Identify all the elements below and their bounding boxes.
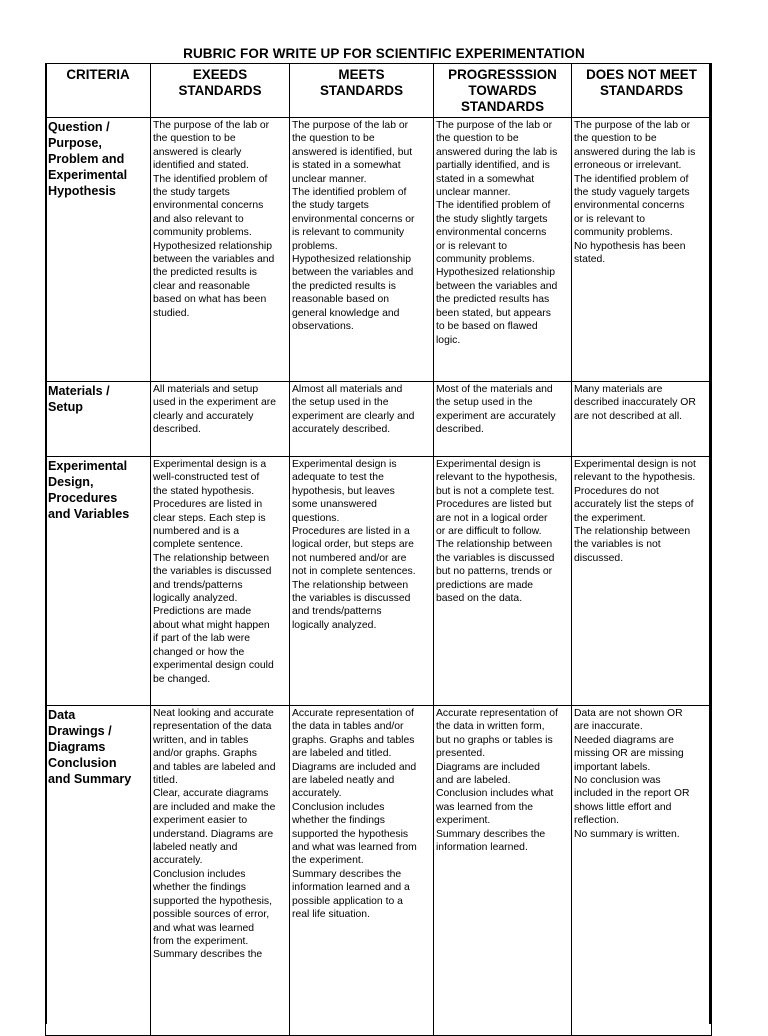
rubric-cell <box>434 118 572 382</box>
text-line: between the variables and <box>153 254 275 266</box>
header-meets-standards <box>290 64 434 118</box>
text-line: Drawings / <box>48 724 112 738</box>
text-line: No hypothesis has been <box>574 240 686 252</box>
text-line: the study targets <box>153 187 230 199</box>
text-line: The identified problem of <box>574 173 689 185</box>
text-line: STANDARDS <box>460 99 545 114</box>
text-line: Materials / <box>48 384 110 398</box>
header-exceeds-standards <box>151 64 290 118</box>
text-line: was learned from the <box>436 801 534 813</box>
text-line: included in the report OR <box>574 788 690 800</box>
text-line: The relationship between <box>574 526 691 538</box>
text-line: The identified problem of <box>292 187 407 199</box>
text-line: stated. <box>574 254 606 266</box>
table-row <box>46 706 712 1036</box>
text-line: erroneous or irrelevant. <box>574 160 682 172</box>
text-line: The relationship between <box>436 539 553 551</box>
text-line: reflection. <box>574 815 620 827</box>
text-line: the stated hypothesis. <box>153 485 255 497</box>
text-line: the study vaguely targets <box>574 187 690 199</box>
text-line: or is relevant to <box>574 213 646 225</box>
rubric-cell <box>151 382 290 457</box>
text-line: Diagrams are included <box>436 761 540 773</box>
text-line: Experimental design is not <box>574 459 696 470</box>
text-line: clear and reasonable <box>153 280 251 292</box>
text-line: the question to be <box>153 133 236 145</box>
text-line: written, and in tables <box>153 734 249 746</box>
text-line: based on what has been <box>153 294 267 306</box>
text-line: problems. <box>292 240 338 252</box>
text-line: The identified problem of <box>436 200 551 212</box>
header-row <box>46 64 712 118</box>
text-line: identified and stated. <box>153 160 249 172</box>
text-line: Needed diagrams are <box>574 734 674 746</box>
text-line: logic. <box>436 334 461 346</box>
criteria-data-conclusion <box>46 706 151 1036</box>
text-line: accurately. <box>292 788 342 800</box>
text-line: Conclusion includes <box>292 801 385 813</box>
text-line: the predicted results is <box>292 280 396 292</box>
rubric-cell <box>290 457 434 706</box>
text-line: real life situation. <box>292 909 370 921</box>
text-line: environmental concerns <box>436 227 547 239</box>
text-line: unclear manner. <box>436 187 511 199</box>
text-line: or is relevant to <box>436 240 508 252</box>
text-line: and also relevant to <box>153 213 244 225</box>
rubric-cell <box>572 706 712 1036</box>
text-line: representation of the data <box>153 721 272 733</box>
text-line: the variables is discussed <box>153 566 272 578</box>
text-line: the setup used in the <box>436 397 533 409</box>
text-line: not numbered and/or are <box>292 552 407 564</box>
text-line: Almost all materials and <box>292 384 403 395</box>
text-line: and what was learned from <box>292 842 417 854</box>
text-line: Experimental design is <box>292 459 397 470</box>
text-line: logically analyzed. <box>292 619 377 631</box>
text-line: studied. <box>153 307 190 319</box>
text-line: Question / <box>48 120 110 134</box>
text-line: stated in a somewhat <box>436 173 535 185</box>
text-line: All materials and setup <box>153 384 259 395</box>
text-line: observations. <box>292 321 354 333</box>
text-line: Purpose, <box>48 136 102 150</box>
text-line: Setup <box>48 400 83 414</box>
text-line: Clear, accurate diagrams <box>153 788 269 800</box>
text-line: hypothesis, but leaves <box>292 485 395 497</box>
text-line: Experimental <box>48 168 128 182</box>
text-line: the variables is discussed <box>436 552 555 564</box>
text-line: some unanswered <box>292 499 377 511</box>
rubric-cell <box>572 382 712 457</box>
text-line: the question to be <box>574 133 657 145</box>
text-line: the data in tables and/or <box>292 721 404 733</box>
text-line: experiment are accurately <box>436 410 556 422</box>
text-line: shows little effort and <box>574 801 672 813</box>
text-line: whether the findings <box>292 815 385 827</box>
page-title: RUBRIC FOR WRITE UP FOR SCIENTIFIC EXPERIMENTATION <box>183 46 585 61</box>
text-line: graphs. Graphs and tables <box>292 734 415 746</box>
text-line: EXEEDS <box>192 67 248 82</box>
text-line: but is not a complete test. <box>436 485 555 497</box>
text-line: DOES NOT MEET <box>586 67 697 82</box>
text-line: the variables is not <box>574 539 661 551</box>
text-line: adequate to test the <box>292 472 384 484</box>
text-line: discussed. <box>574 552 624 564</box>
text-line: questions. <box>292 512 340 524</box>
text-line: Conclusion includes what <box>436 788 554 800</box>
text-line: Diagrams are included and <box>292 761 417 773</box>
rubric-cell <box>572 118 712 382</box>
text-line: supported the hypothesis <box>292 828 409 840</box>
text-line: Conclusion <box>48 756 117 770</box>
text-line: described. <box>153 424 201 436</box>
text-line: be changed. <box>153 673 211 685</box>
text-line: CRITERIA <box>66 67 130 82</box>
rubric-cell <box>434 382 572 457</box>
rubric-cell <box>290 382 434 457</box>
text-line: is stated in a somewhat <box>292 160 401 172</box>
text-line: the predicted results is <box>153 267 257 279</box>
text-line: Diagrams <box>48 740 106 754</box>
text-line: Hypothesized relationship <box>436 267 555 279</box>
text-line: are labeled neatly and <box>292 775 395 787</box>
text-line: The relationship between <box>153 552 270 564</box>
text-line: The purpose of the lab or <box>153 120 270 131</box>
text-line: and trends/patterns <box>153 579 243 591</box>
text-line: labeled neatly and <box>153 842 238 854</box>
rubric-cell <box>572 457 712 706</box>
header-criteria <box>46 64 151 118</box>
text-line: are not described at all. <box>574 410 683 422</box>
text-line: are labeled and titled. <box>292 748 392 760</box>
text-line: environmental concerns or <box>292 213 415 225</box>
text-line: information learned and a <box>292 882 410 894</box>
text-line: well-constructed test of <box>153 472 260 484</box>
text-line: the question to be <box>436 133 519 145</box>
text-line: and trends/patterns <box>292 606 382 618</box>
text-line: if part of the lab were <box>153 633 251 645</box>
text-line: STANDARDS <box>178 83 262 98</box>
text-line: Summary describes the <box>436 828 546 840</box>
text-line: is relevant to community <box>292 227 405 239</box>
text-line: used in the experiment are <box>153 397 277 409</box>
table-row <box>46 118 712 382</box>
text-line: logically analyzed. <box>153 593 238 605</box>
text-line: based on the data. <box>436 593 523 605</box>
text-line: the variables is discussed <box>292 593 411 605</box>
text-line: answered during the lab is <box>436 146 558 158</box>
text-line: and what was learned <box>153 922 255 934</box>
text-line: the setup used in the <box>292 397 389 409</box>
text-line: and are labeled. <box>436 775 511 787</box>
text-line: numbered and is a <box>153 526 240 538</box>
text-line: but no patterns, trends or <box>436 566 553 578</box>
text-line: described. <box>436 424 484 436</box>
text-line: Hypothesized relationship <box>292 254 411 266</box>
text-line: community problems. <box>574 227 673 239</box>
text-line: Data <box>48 708 76 722</box>
text-line: complete sentence. <box>153 539 244 551</box>
criteria-experimental-design <box>46 457 151 706</box>
text-line: unclear manner. <box>292 173 367 185</box>
text-line: STANDARDS <box>599 83 684 98</box>
rubric-cell <box>434 457 572 706</box>
text-line: Procedures are listed in <box>153 499 263 511</box>
text-line: Data are not shown OR <box>574 708 683 719</box>
text-line: relevant to the hypothesis. <box>574 472 696 484</box>
text-line: and/or graphs. Graphs <box>153 748 257 760</box>
text-line: Procedures are listed but <box>436 499 552 511</box>
text-line: to be based on flawed <box>436 321 538 333</box>
text-line: The relationship between <box>292 579 409 591</box>
text-line: community problems. <box>153 227 252 239</box>
text-line: and Variables <box>48 507 130 521</box>
text-line: between the variables and <box>292 267 414 279</box>
text-line: Accurate representation of <box>292 708 414 719</box>
table-row <box>46 457 712 706</box>
text-line: and Summary <box>48 772 132 786</box>
text-line: accurately list the steps of <box>574 499 694 511</box>
text-line: The purpose of the lab or <box>292 120 409 131</box>
text-line: the study slightly targets <box>436 213 548 225</box>
header-progression-towards-standards <box>434 64 572 118</box>
text-line: relevant to the hypothesis, <box>436 472 558 484</box>
text-line: titled. <box>153 775 178 787</box>
text-line: experiment easier to <box>153 815 248 827</box>
text-line: information learned. <box>436 842 528 854</box>
text-line: Hypothesis <box>48 184 116 198</box>
text-line: the predicted results has <box>436 294 550 306</box>
text-line: community problems. <box>436 254 535 266</box>
text-line: important labels. <box>574 761 651 773</box>
text-line: The purpose of the lab or <box>574 120 691 131</box>
text-line: reasonable based on <box>292 294 390 306</box>
text-line: Most of the materials and <box>436 384 553 395</box>
text-line: predictions are made <box>436 579 534 591</box>
text-line: logical order, but steps are <box>292 539 414 551</box>
text-line: the experiment. <box>574 512 646 524</box>
text-line: Experimental design is <box>436 459 541 470</box>
text-line: clear steps. Each step is <box>153 512 266 524</box>
text-line: Experimental design is a <box>153 459 267 470</box>
text-line: presented. <box>436 748 486 760</box>
text-line: the question to be <box>292 133 375 145</box>
text-line: and tables are labeled and <box>153 761 276 773</box>
text-line: understand. Diagrams are <box>153 828 274 840</box>
text-line: Experimental <box>48 459 128 473</box>
text-line: the experiment. <box>292 855 364 867</box>
text-line: not in complete sentences. <box>292 566 416 578</box>
text-line: are inaccurate. <box>574 721 643 733</box>
criteria-question-purpose <box>46 118 151 382</box>
text-line: supported the hypothesis, <box>153 895 272 907</box>
header-does-not-meet-standards <box>572 64 712 118</box>
text-line: are included and make the <box>153 801 276 813</box>
text-line: The identified problem of <box>153 173 268 185</box>
text-line: Accurate representation of <box>436 708 558 719</box>
text-line: STANDARDS <box>319 83 404 98</box>
text-line: Procedures <box>48 491 118 505</box>
rubric-cell <box>290 706 434 1036</box>
text-line: whether the findings <box>153 882 246 894</box>
rubric-cell <box>434 706 572 1036</box>
text-line: Conclusion includes <box>153 868 246 880</box>
text-line: The purpose of the lab or <box>436 120 553 131</box>
text-line: described inaccurately OR <box>574 397 696 409</box>
criteria-materials-setup <box>46 382 151 457</box>
text-line: the data in written form, <box>436 721 545 733</box>
rubric-cell <box>151 118 290 382</box>
text-line: clearly and accurately <box>153 410 254 422</box>
text-line: changed or how the <box>153 646 245 658</box>
rubric-table <box>45 63 712 1036</box>
text-line: Neat looking and accurate <box>153 708 274 719</box>
text-line: but no graphs or tables is <box>436 734 553 746</box>
text-line: missing OR are missing <box>574 748 684 760</box>
table-row <box>46 382 712 457</box>
text-line: Summary describes the <box>292 868 402 880</box>
text-line: answered is clearly <box>153 146 242 158</box>
text-line: No conclusion was <box>574 775 661 787</box>
text-line: environmental concerns <box>153 200 264 212</box>
text-line: the study targets <box>292 200 369 212</box>
text-line: accurately described. <box>292 424 391 436</box>
text-line: are not in a logical order <box>436 512 548 524</box>
text-line: Procedures are listed in a <box>292 526 410 538</box>
text-line: Design, <box>48 475 94 489</box>
text-line: PROGRESSSION <box>448 67 557 82</box>
rubric-cell <box>290 118 434 382</box>
rubric-cell <box>151 706 290 1036</box>
text-line: Procedures do not <box>574 485 659 497</box>
text-line: partially identified, and is <box>436 160 550 172</box>
text-line: possible application to a <box>292 895 403 907</box>
text-line: experiment. <box>436 815 491 827</box>
text-line: accurately. <box>153 855 203 867</box>
rubric-cell <box>151 457 290 706</box>
text-line: general knowledge and <box>292 307 400 319</box>
text-line: answered is identified, but <box>292 146 413 158</box>
text-line: Hypothesized relationship <box>153 240 272 252</box>
text-line: No summary is written. <box>574 828 680 840</box>
text-line: experiment are clearly and <box>292 410 415 422</box>
text-line: Summary describes the <box>153 949 263 961</box>
text-line: TOWARDS <box>468 83 537 98</box>
text-line: MEETS <box>338 67 385 82</box>
text-line: environmental concerns <box>574 200 685 212</box>
text-line: been stated, but appears <box>436 307 551 319</box>
text-line: experimental design could <box>153 660 274 672</box>
text-line: between the variables and <box>436 280 558 292</box>
text-line: from the experiment. <box>153 935 249 947</box>
text-line: Problem and <box>48 152 125 166</box>
text-line: Many materials are <box>574 384 663 395</box>
text-line: or are difficult to follow. <box>436 526 542 538</box>
text-line: answered during the lab is <box>574 146 696 158</box>
text-line: Predictions are made <box>153 606 252 618</box>
text-line: about what might happen <box>153 619 270 631</box>
text-line: possible sources of error, <box>153 909 270 921</box>
